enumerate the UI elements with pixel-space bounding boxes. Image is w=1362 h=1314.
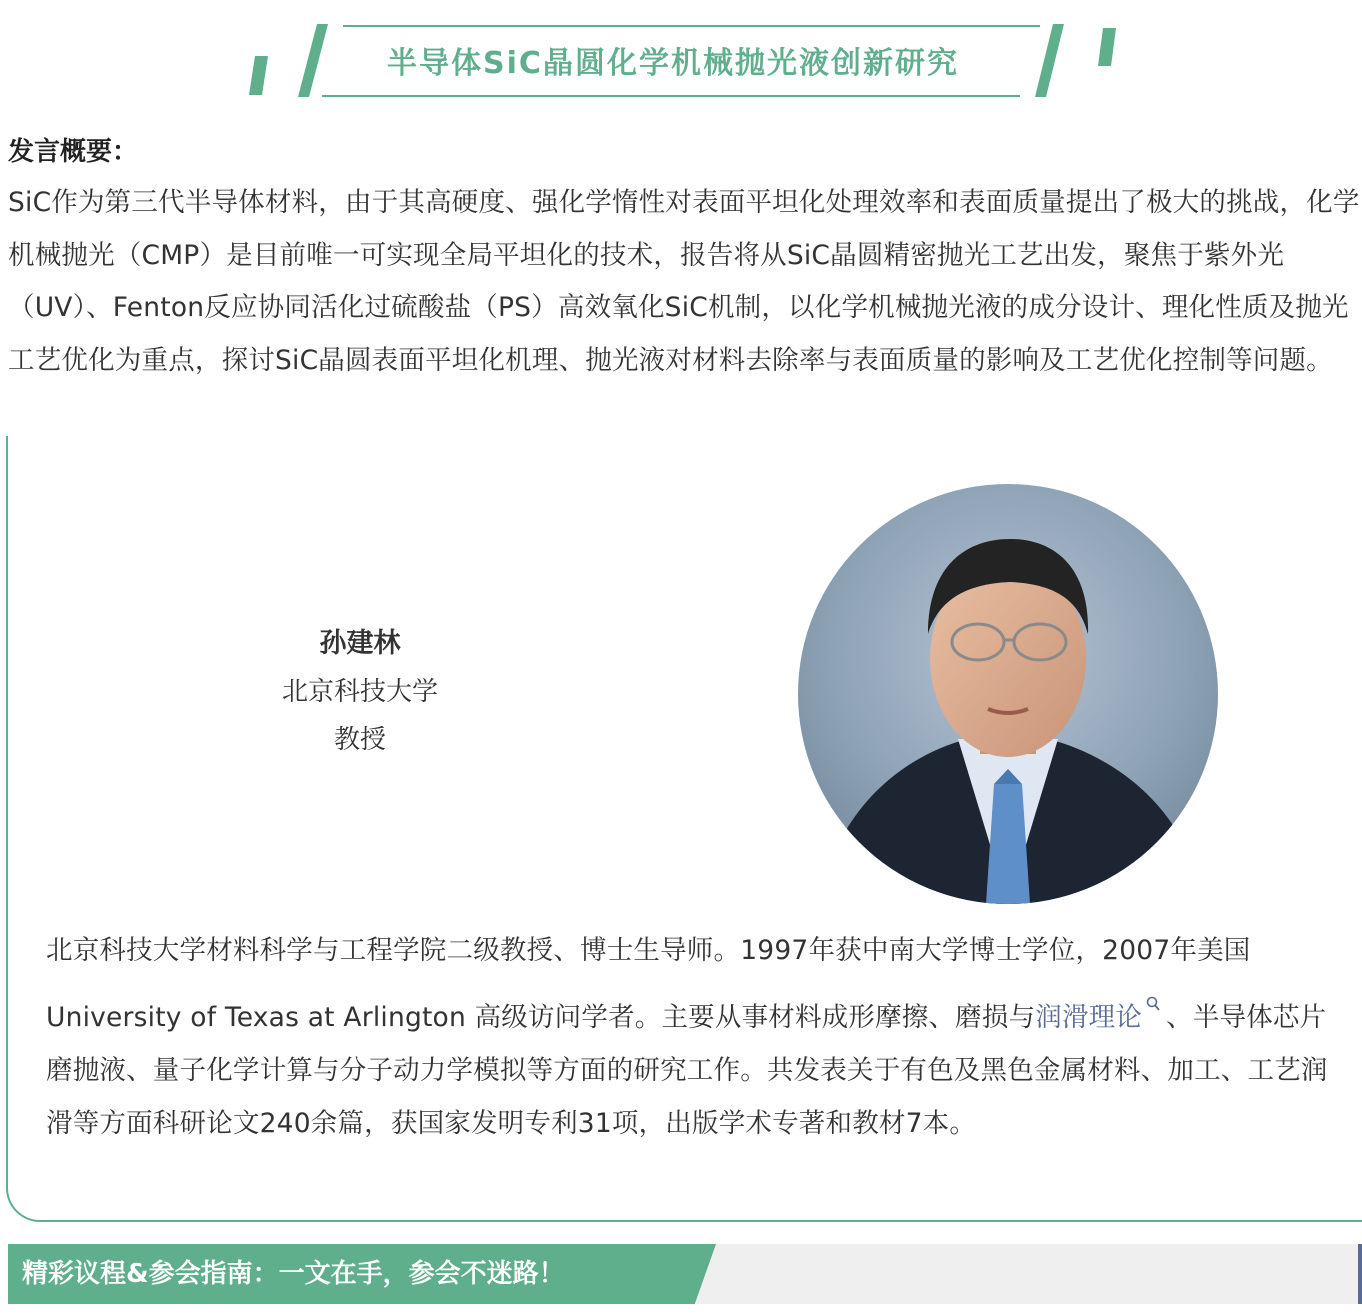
bio-text-part1: 北京科技大学材料科学与工程学院二级教授、博士生导师。1997年获中南大学博士学位，2007年美国University of Texas at Arlington 高级访问学者。主要从事材料成形摩擦、磨损与	[46, 935, 1251, 1033]
lubrication-theory-link[interactable]: 润滑理论	[1035, 1002, 1143, 1033]
speaker-bio	[46, 924, 1336, 1150]
title-header	[0, 0, 1362, 110]
speaker-title: 教授	[333, 725, 386, 755]
speaker-name: 孙建林	[319, 628, 401, 659]
summary-label: 发言概要：	[8, 137, 139, 167]
summary-text: SiC作为第三代半导体材料，由于其高硬度、强化学惰性对表面平坦化处理效率和表面质量提出了极大的挑战，化学机械抛光（CMP）是目前唯一可实现全局平坦化的技术，报告将从SiC晶圆精密抛光工艺出发，聚焦于紫外光（UV）、Fenton反应协同活化过硫酸盐（PS）高效氧化SiC机制，以化学机械抛光液的成分设计、理化性质及抛光工艺优化为重点，探讨SiC晶圆表面平坦化机理、抛光液对材料去除率与表面质量的影响及工艺优化控制等问题。	[8, 187, 1360, 376]
title-slash-small-left	[249, 56, 268, 95]
page-title: 半导体SiC晶圆化学机械抛光液创新研究	[387, 46, 959, 81]
speaker-portrait	[798, 484, 1218, 904]
agenda-banner-edge	[1358, 1244, 1362, 1304]
agenda-banner[interactable]	[8, 1244, 1362, 1304]
speaker-portrait-image	[798, 484, 1218, 904]
title-slash-large-right	[1035, 24, 1064, 97]
speaker-affiliation: 北京科技大学	[281, 677, 438, 707]
agenda-banner-text[interactable]: 精彩议程&参会指南：一文在手，参会不迷路！	[22, 1259, 565, 1289]
search-icon[interactable]	[1146, 977, 1160, 1030]
bio-text-part2: 、半导体芯片磨抛液、量子化学计算与分子动力学模拟等方面的研究工作。共发表关于有色及黑色金属材料、加工、工艺润滑等方面科研论文240余篇，获国家发明专利31项，出版学术专著和教材7本。	[46, 1002, 1328, 1139]
speaker-info	[180, 620, 540, 764]
title-slash-small-right	[1098, 28, 1116, 66]
